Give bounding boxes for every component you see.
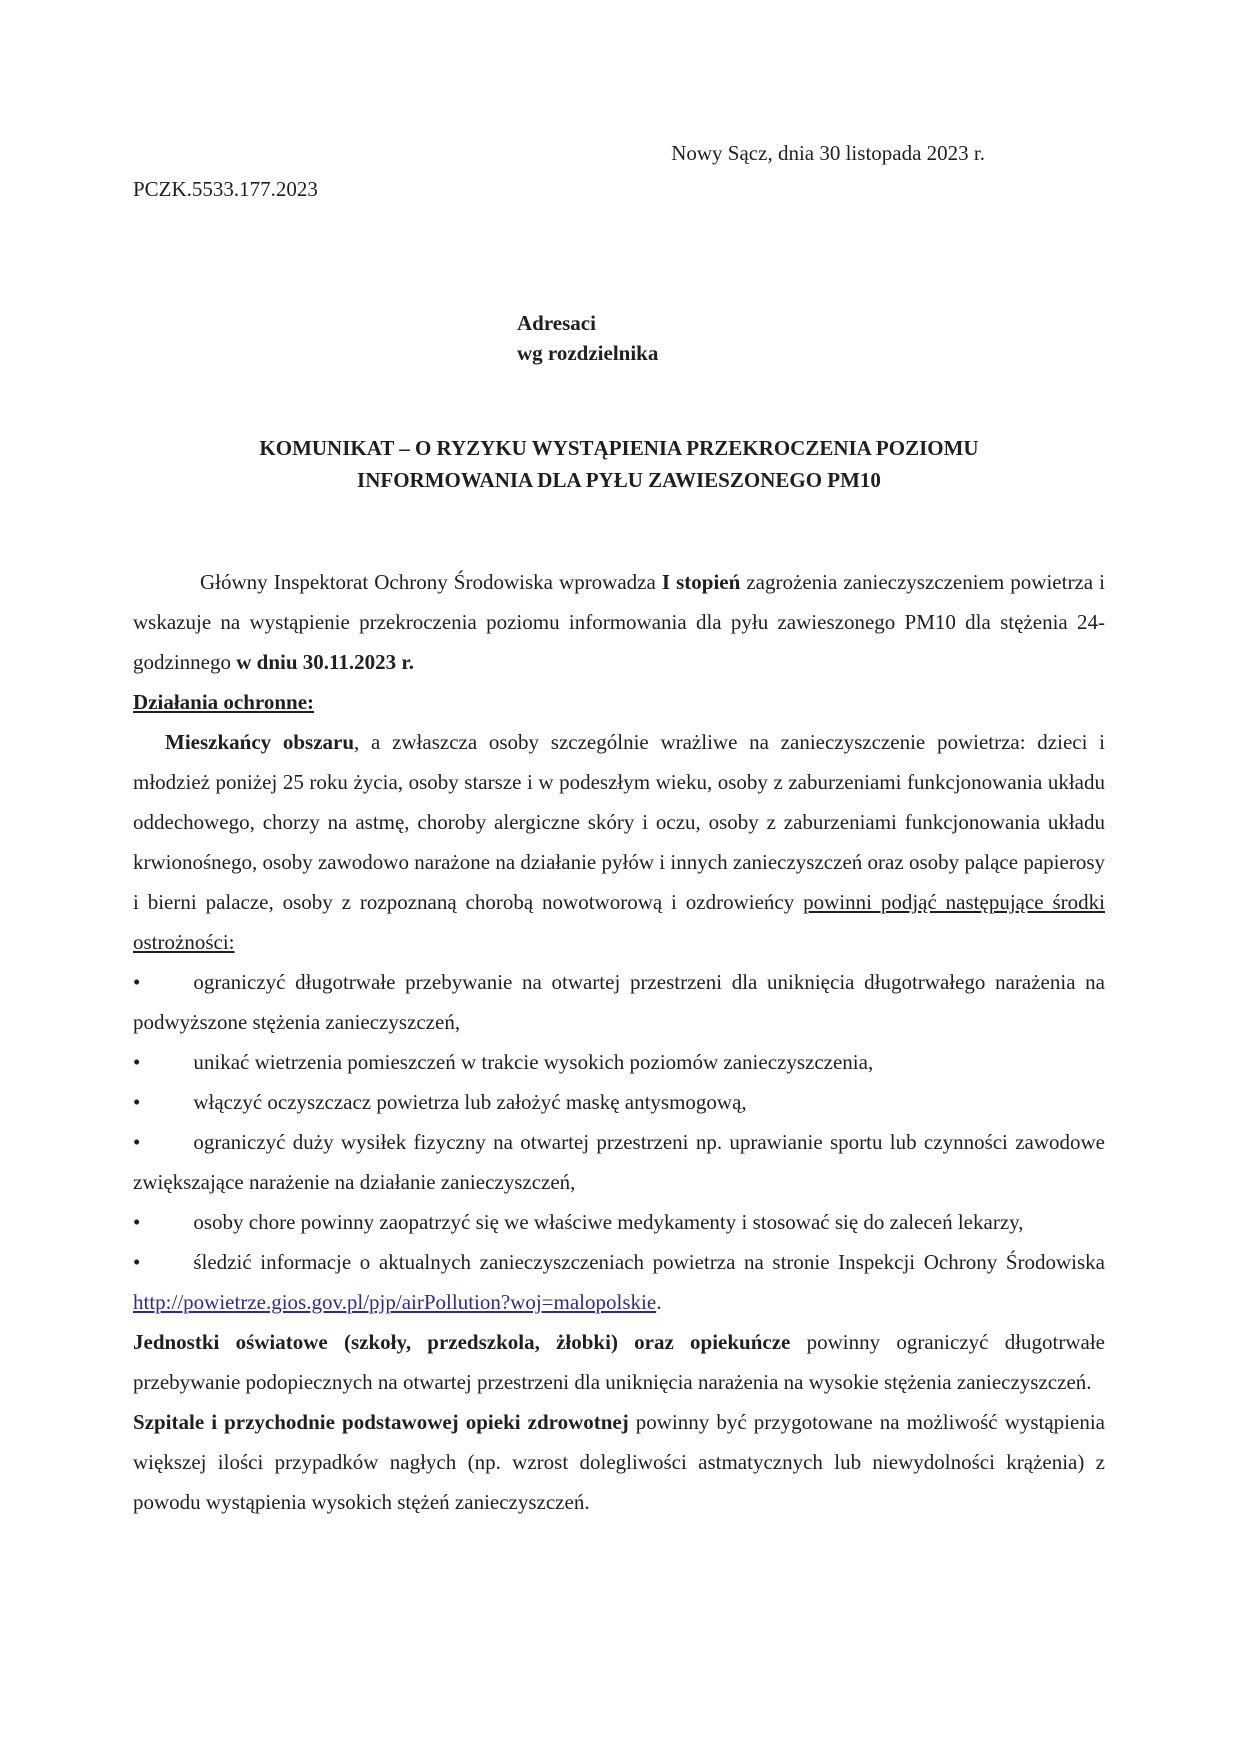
document-title bbox=[133, 432, 1105, 496]
air-quality-link[interactable]: http://powietrze.gios.gov.pl/pjp/airPollution?woj=malopolskie bbox=[133, 1290, 657, 1314]
document-body bbox=[133, 562, 1105, 1522]
residents-paragraph bbox=[133, 722, 1105, 962]
bullet-text-suffix: . bbox=[656, 1290, 662, 1314]
addressee-block bbox=[517, 308, 1105, 368]
bullet-item bbox=[133, 1082, 1105, 1122]
hospitals-paragraph bbox=[133, 1402, 1105, 1522]
bullet-text: unikać wietrzenia pomieszczeń w trakcie wysokich poziomów zanieczyszczenia, bbox=[193, 1050, 874, 1074]
residents-precautions-intro: powinni podjąć następujące środki ostrożności: bbox=[133, 890, 1105, 954]
bullet-icon: • bbox=[133, 1210, 141, 1234]
document-title-line1: KOMUNIKAT – O RYZYKU WYSTĄPIENIA PRZEKROCZENIA POZIOMU bbox=[259, 436, 979, 460]
intro-paragraph bbox=[133, 562, 1105, 682]
bullet-item bbox=[133, 1202, 1105, 1242]
education-lead: Jednostki oświatowe (szkoły, przedszkola, żłobki) oraz opiekuńcze bbox=[133, 1330, 791, 1354]
bullet-icon: • bbox=[133, 1090, 141, 1114]
addressee-line1: Adresaci bbox=[517, 311, 596, 335]
bullet-text: ograniczyć duży wysiłek fizyczny na otwartej przestrzeni np. uprawianie sportu lub czynności zawodowe zwiększające narażenie na działanie zanieczyszczeń, bbox=[133, 1130, 1105, 1194]
bullet-icon: • bbox=[133, 1050, 141, 1074]
document-title-line2: INFORMOWANIA DLA PYŁU ZAWIESZONEGO PM10 bbox=[357, 468, 881, 492]
bullet-item bbox=[133, 1122, 1105, 1202]
hospitals-lead: Szpitale i przychodnie podstawowej opieki zdrowotnej bbox=[133, 1410, 629, 1434]
hospitals-body: powinny być przygotowane na możliwość wystąpienia większej ilości przypadków nagłych (np. wzrost dolegliwości astmatycznych lub niewydolności krążenia) z powodu wystąpienia wysokich stężeń zanieczyszczeń. bbox=[133, 1410, 1105, 1514]
bullet-item bbox=[133, 1042, 1105, 1082]
case-number: PCZK.5533.177.2023 bbox=[133, 177, 318, 201]
bullet-text: włączyć oczyszczacz powietrza lub założyć maskę antysmogową, bbox=[193, 1090, 747, 1114]
residents-body: , a zwłaszcza osoby szczególnie wrażliwe na zanieczyszczenie powietrza: dzieci i młodzież poniżej 25 roku życia, osoby starsze i w podeszłym wieku, osoby z zaburzeniami funkcjonowania układu oddechowego, chorzy na astmę, choroby alergiczne skóry i oczu, osoby z zaburzeniami funkcjonowania układu krwionośnego, osoby zawodowo narażone na działanie pyłów i innych zanieczyszczeń oraz osoby palące papierosy i bierni palacze, osoby z rozpoznaną chorobą nowotworową i ozdrowieńcy bbox=[133, 730, 1105, 914]
intro-middle: zagrożenia zanieczyszczeniem powietrza i wskazuje na wystąpienie przekroczenia poziomu informowania dla pyłu zawieszonego PM10 dla stężenia 24-godzinnego bbox=[133, 570, 1105, 674]
addressee-line2: wg rozdzielnika bbox=[517, 341, 659, 365]
bullet-text: osoby chore powinny zaopatrzyć się we właściwe medykamenty i stosować się do zaleceń lekarzy, bbox=[193, 1210, 1024, 1234]
bullet-icon: • bbox=[133, 1250, 141, 1274]
education-body: powinny ograniczyć długotrwałe przebywanie podopiecznych na otwartej przestrzeni dla uniknięcia narażenia na wysokie stężenia zanieczyszczeń. bbox=[133, 1330, 1105, 1394]
section-heading-paragraph bbox=[133, 682, 1105, 722]
bullet-icon: • bbox=[133, 1130, 141, 1154]
residents-lead: Mieszkańcy obszaru bbox=[165, 730, 355, 754]
bullet-item bbox=[133, 1242, 1105, 1322]
intro-lead: Główny Inspektorat Ochrony Środowiska wprowadza bbox=[200, 570, 662, 594]
protective-actions-heading: Działania ochronne: bbox=[133, 690, 315, 714]
intro-alert-level: I stopień bbox=[661, 570, 741, 594]
bullet-icon: • bbox=[133, 970, 141, 994]
bullet-text: śledzić informacje o aktualnych zanieczyszczeniach powietrza na stronie Inspekcji Ochrony Środowiska bbox=[193, 1250, 1105, 1274]
bullet-text: ograniczyć długotrwałe przebywanie na otwartej przestrzeni dla uniknięcia długotrwałego narażenia na podwyższone stężenia zanieczyszczeń, bbox=[133, 970, 1105, 1034]
dateline: Nowy Sącz, dnia 30 listopada 2023 r. bbox=[671, 141, 985, 165]
intro-date: w dniu 30.11.2023 r. bbox=[236, 650, 415, 674]
bullet-item bbox=[133, 962, 1105, 1042]
education-paragraph bbox=[133, 1322, 1105, 1402]
